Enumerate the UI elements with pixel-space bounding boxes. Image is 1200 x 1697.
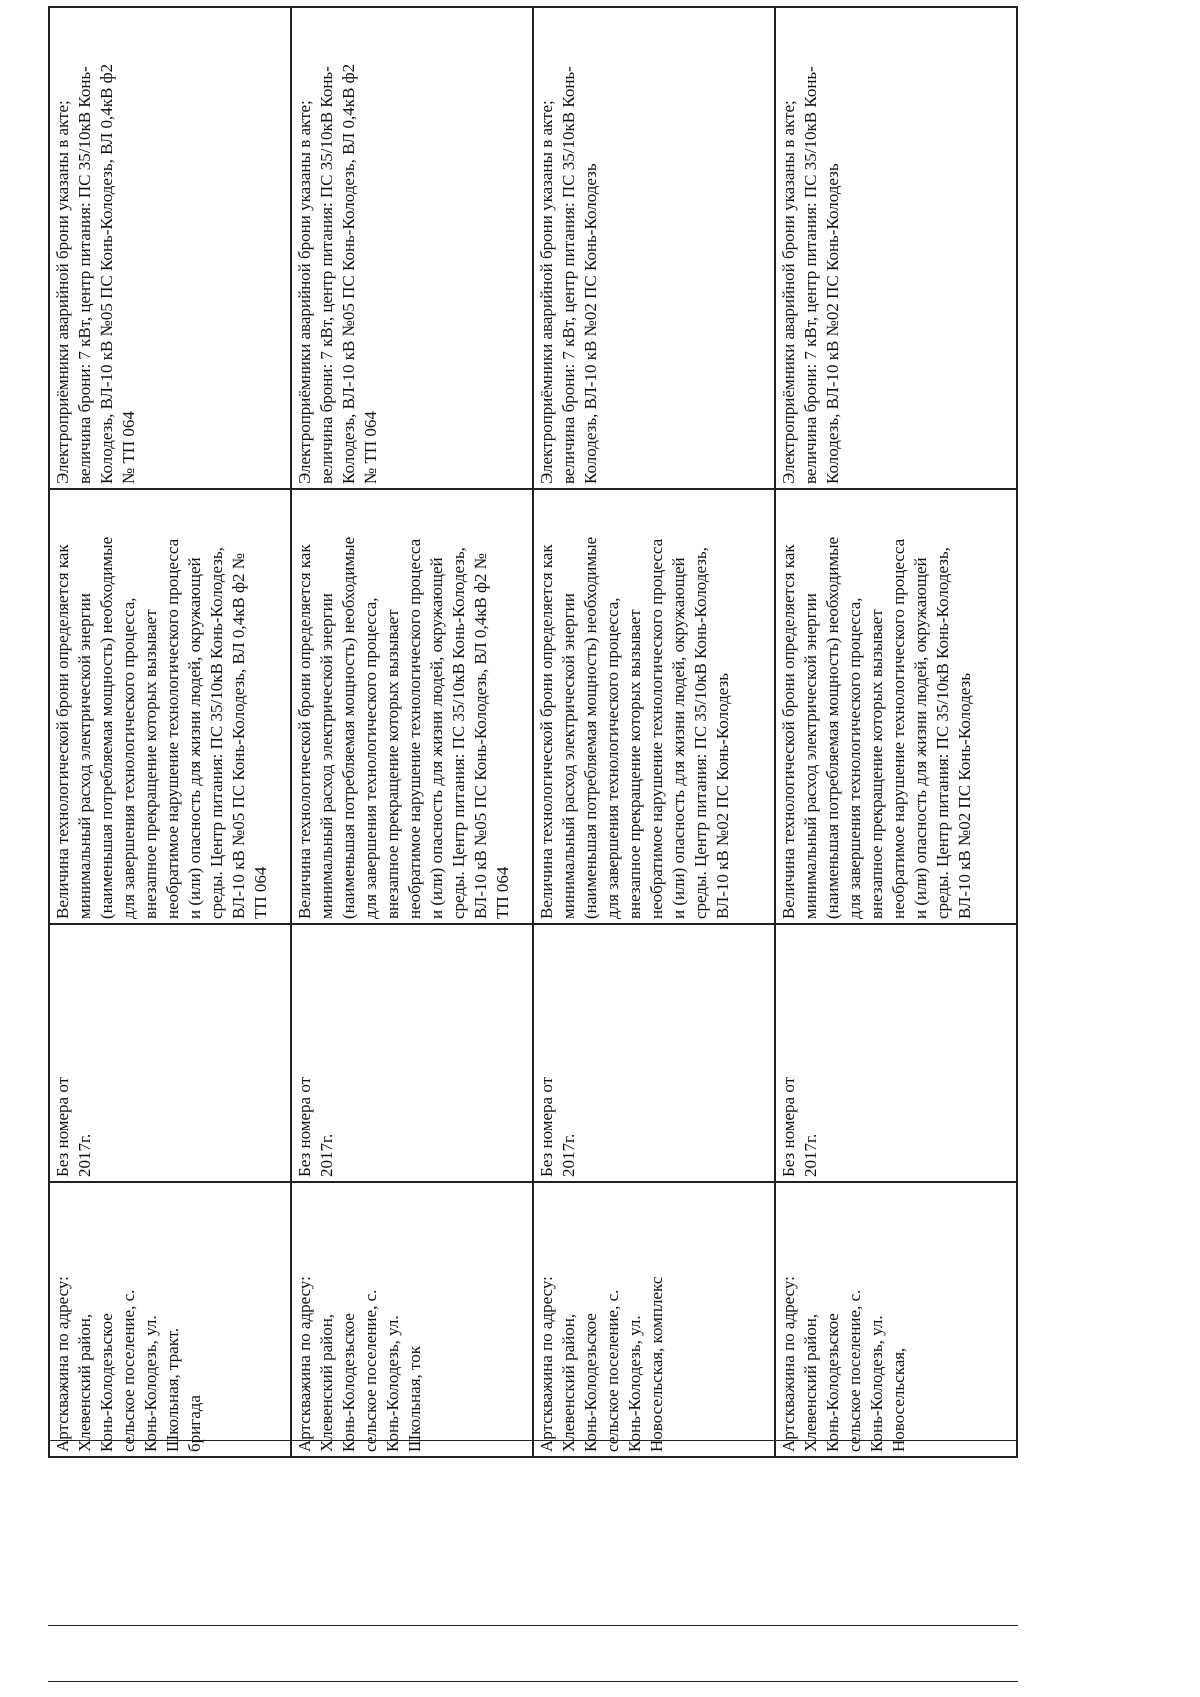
cell-text-line: Без номера от [295,1076,314,1177]
cell-text-line: ТП 064 [493,866,512,919]
cell-text-line: внезапное прекращение которых вызывает [141,609,160,919]
cell-text-line: Новосельская, комплекс [647,1276,666,1452]
cell-text-line: ВЛ-10 кВ №02 ПС Конь-Колодезь [713,673,732,919]
cell-text-line: минимальный расход электрической энергии [559,593,578,919]
cell-text-line: среды. Центр питания: ПС 35/10кВ Конь-Колодезь, [691,547,710,919]
ruled-line [48,1440,1018,1441]
cell-text-line: Артскважина по адресу: [537,1276,556,1452]
cell-text-line: внезапное прекращение которых вызывает [383,609,402,919]
cell-text-line: для завершения технологического процесса, [603,597,622,919]
cell-text-line: (наименьшая потребляемая мощность) необходимые [97,536,116,919]
cell-text-line: Артскважина по адресу: [295,1276,314,1452]
cell-text-line: величина брони: 7 кВт, центр питания: ПС 35/10кВ Конь- [559,66,578,484]
cell-text-line: величина брони: 7 кВт, центр питания: ПС 35/10кВ Конь- [75,66,94,484]
cell-text-line: сельское поселение, с. [361,1289,380,1452]
technological-reserve-cell [775,489,1017,924]
cell-text-line: 2017г. [317,1133,336,1177]
cell-text-line: Конь-Колодезьское [823,1313,842,1452]
cell-text-line: необратимое нарушение технологического процесса [889,538,908,919]
ruled-line [48,1625,1018,1626]
cell-text-line: Конь-Колодезьское [581,1313,600,1452]
address-cell [291,1182,533,1457]
cell-text-line: 2017г. [75,1133,94,1177]
cell-text-line: № ТП 064 [119,411,138,484]
cell-text-line: и (или) опасность для жизни людей, окружающей [911,557,930,919]
cell-text-line: Величина технологической брони определяется как [537,544,556,919]
cell-text-line: ВЛ-10 кВ №05 ПС Конь-Колодезь, ВЛ 0,4кВ ф2 № [229,552,248,919]
table-row [291,7,533,1457]
cell-text-line: среды. Центр питания: ПС 35/10кВ Конь-Колодезь, [449,547,468,919]
cell-text-line: Школьная, тракт. [163,1327,182,1452]
cell-text-line: 2017г. [801,1133,820,1177]
cell-text-line: № ТП 064 [361,411,380,484]
cell-text-line: 2017г. [559,1133,578,1177]
table-row [775,7,1017,1457]
cell-text-line: (наименьшая потребляемая мощность) необходимые [339,536,358,919]
cell-text-line: Хлевенский район, [801,1313,820,1452]
cell-text-line: ВЛ-10 кВ №05 ПС Конь-Колодезь, ВЛ 0,4кВ ф2 № [471,552,490,919]
cell-text-line: величина брони: 7 кВт, центр питания: ПС 35/10кВ Конь- [317,66,336,484]
cell-text-line: Величина технологической брони определяется как [779,544,798,919]
cell-text-line: сельское поселение, с. [119,1289,138,1452]
address-cell [775,1182,1017,1457]
cell-text-line: сельское поселение, с. [845,1289,864,1452]
cell-text-line: Электроприёмники аварийной брони указаны в акте; [537,100,556,484]
cell-text-line: сельское поселение, с. [603,1289,622,1452]
cell-text-line: для завершения технологического процесса, [119,597,138,919]
cell-text-line: необратимое нарушение технологического процесса [163,538,182,919]
document-number-cell [775,924,1017,1182]
cell-text-line: Конь-Колодезь, ул. [625,1315,644,1452]
cell-text-line: Колодезь, ВЛ-10 кВ №02 ПС Конь-Колодезь [823,163,842,484]
document-number-cell [533,924,775,1182]
cell-text-line: Колодезь, ВЛ-10 кВ №02 ПС Конь-Колодезь [581,163,600,484]
cell-text-line: Конь-Колодезь, ул. [867,1315,886,1452]
cell-text-line: Хлевенский район, [75,1313,94,1452]
technological-reserve-cell [291,489,533,924]
cell-text-line: и (или) опасность для жизни людей, окружающей [427,557,446,919]
emergency-reserve-cell [291,7,533,489]
cell-text-line: Хлевенский район, [317,1313,336,1452]
cell-text-line: Электроприёмники аварийной брони указаны в акте; [53,100,72,484]
document-number-cell [291,924,533,1182]
emergency-reserve-cell [533,7,775,489]
emergency-reserve-cell [49,7,291,489]
cell-text-line: Электроприёмники аварийной брони указаны в акте; [779,100,798,484]
cell-text-line: Величина технологической брони определяется как [53,544,72,919]
document-number-cell [49,924,291,1182]
cell-text-line: Без номера от [537,1076,556,1177]
cell-text-line: минимальный расход электрической энергии [75,593,94,919]
cell-text-line: Колодезь, ВЛ-10 кВ №05 ПС Конь-Колодезь, ВЛ 0,4кВ ф2 [339,63,358,484]
cell-text-line: Конь-Колодезьское [97,1313,116,1452]
cell-text-line: Конь-Колодезь, ул. [383,1315,402,1452]
cell-text-line: внезапное прекращение которых вызывает [867,609,886,919]
cell-text-line: и (или) опасность для жизни людей, окружающей [185,557,204,919]
cell-text-line: Школьная, ток [405,1346,424,1452]
table-row [533,7,775,1457]
cell-text-line: Артскважина по адресу: [53,1276,72,1452]
rotated-table-wrapper [48,48,1018,1458]
cell-text-line: Конь-Колодезь, ул. [141,1315,160,1452]
cell-text-line: величина брони: 7 кВт, центр питания: ПС 35/10кВ Конь- [801,66,820,484]
cell-text-line: для завершения технологического процесса, [361,597,380,919]
technological-reserve-cell [533,489,775,924]
cell-text-line: необратимое нарушение технологического процесса [647,538,666,919]
cell-text-line: и (или) опасность для жизни людей, окружающей [669,557,688,919]
cell-text-line: минимальный расход электрической энергии [801,593,820,919]
ruled-line [48,1681,1018,1682]
table-row [49,7,291,1457]
cell-text-line: Конь-Колодезьское [339,1313,358,1452]
cell-text-line: для завершения технологического процесса, [845,597,864,919]
cell-text-line: внезапное прекращение которых вызывает [625,609,644,919]
reservation-table [48,6,1018,1458]
address-cell [49,1182,291,1457]
cell-text-line: Без номера от [779,1076,798,1177]
cell-text-line: Артскважина по адресу: [779,1276,798,1452]
cell-text-line: ТП 064 [251,866,270,919]
emergency-reserve-cell [775,7,1017,489]
cell-text-line: Без номера от [53,1076,72,1177]
cell-text-line: (наименьшая потребляемая мощность) необходимые [823,536,842,919]
cell-text-line: (наименьшая потребляемая мощность) необходимые [581,536,600,919]
cell-text-line: Новосельская, [889,1347,908,1452]
cell-text-line: среды. Центр питания: ПС 35/10кВ Конь-Колодезь, [933,547,952,919]
cell-text-line: необратимое нарушение технологического процесса [405,538,424,919]
cell-text-line: среды. Центр питания: ПС 35/10кВ Конь-Колодезь, [207,547,226,919]
cell-text-line: Величина технологической брони определяется как [295,544,314,919]
cell-text-line: ВЛ-10 кВ №02 ПС Конь-Колодезь [955,673,974,919]
address-cell [533,1182,775,1457]
cell-text-line: бригада [185,1395,204,1452]
cell-text-line: Электроприёмники аварийной брони указаны в акте; [295,100,314,484]
cell-text-line: минимальный расход электрической энергии [317,593,336,919]
technological-reserve-cell [49,489,291,924]
cell-text-line: Колодезь, ВЛ-10 кВ №05 ПС Конь-Колодезь, ВЛ 0,4кВ ф2 [97,63,116,484]
cell-text-line: Хлевенский район, [559,1313,578,1452]
